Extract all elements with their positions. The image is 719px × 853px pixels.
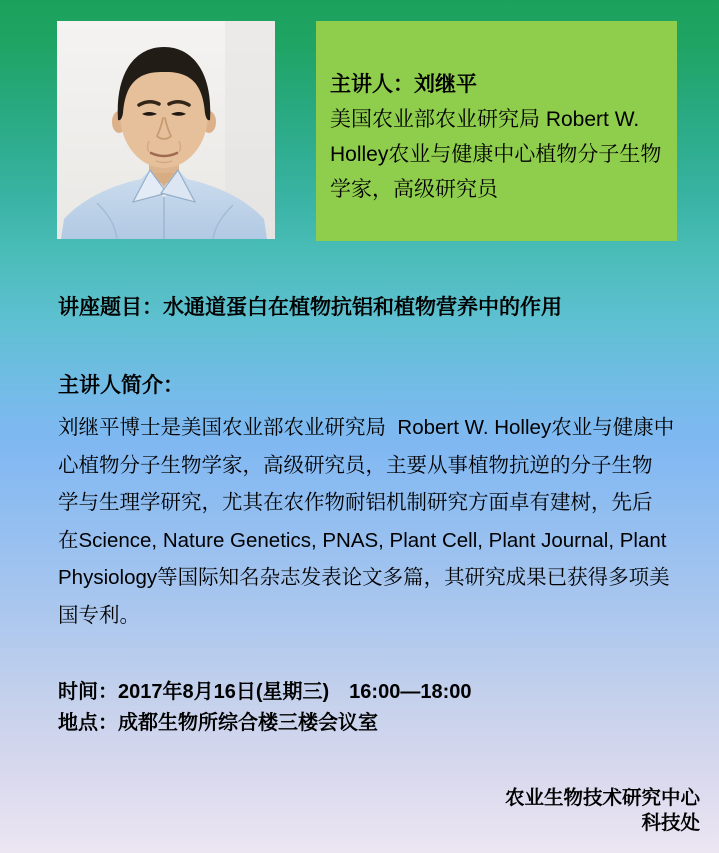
speaker-affiliation-line: Holley农业与健康中心植物分子生物 [330, 143, 662, 166]
location-line: 地点：成都生物所综合楼三楼会议室 [58, 712, 378, 734]
speaker-photo [57, 21, 275, 239]
speaker-name-heading: 主讲人：刘继平 [330, 73, 477, 96]
bio-line: 在Science, Nature Genetics, PNAS, Plant Cell, Plant Journal, Plant [58, 528, 667, 552]
organizer-line-office: 科技处 [641, 812, 700, 834]
bio-heading: 主讲人简介： [58, 374, 184, 397]
time-line: 时间：2017年8月16日(星期三) 16:00—18:00 [58, 681, 472, 703]
speaker-portrait-illustration [57, 21, 275, 239]
speaker-info-box [316, 21, 677, 241]
bio-paragraph [58, 409, 708, 634]
organizer-footer [505, 786, 700, 836]
organizer-line-center: 农业生物技术研究中心 [504, 787, 700, 809]
lecture-title: 讲座题目：水通道蛋白在植物抗铝和植物营养中的作用 [58, 296, 562, 319]
bio-line: 刘继平博士是美国农业部农业研究局 Robert W. Holley农业与健康中 [58, 416, 675, 439]
bio-line: 国专利。 [58, 603, 140, 627]
speaker-affiliation-line: 学家，高级研究员 [330, 178, 498, 201]
bio-line: 学与生理学研究，尤其在农作物耐铝机制研究方面卓有建树，先后 [58, 491, 653, 514]
bio-line: 心植物分子生物学家，高级研究员，主要从事植物抗逆的分子生物 [58, 453, 653, 477]
speaker-affiliation-line: 美国农业部农业研究局 Robert W. [330, 108, 640, 131]
bio-line: Physiology等国际知名杂志发表论文多篇，其研究成果已获得多项美 [58, 566, 670, 589]
schedule-block [58, 677, 472, 739]
